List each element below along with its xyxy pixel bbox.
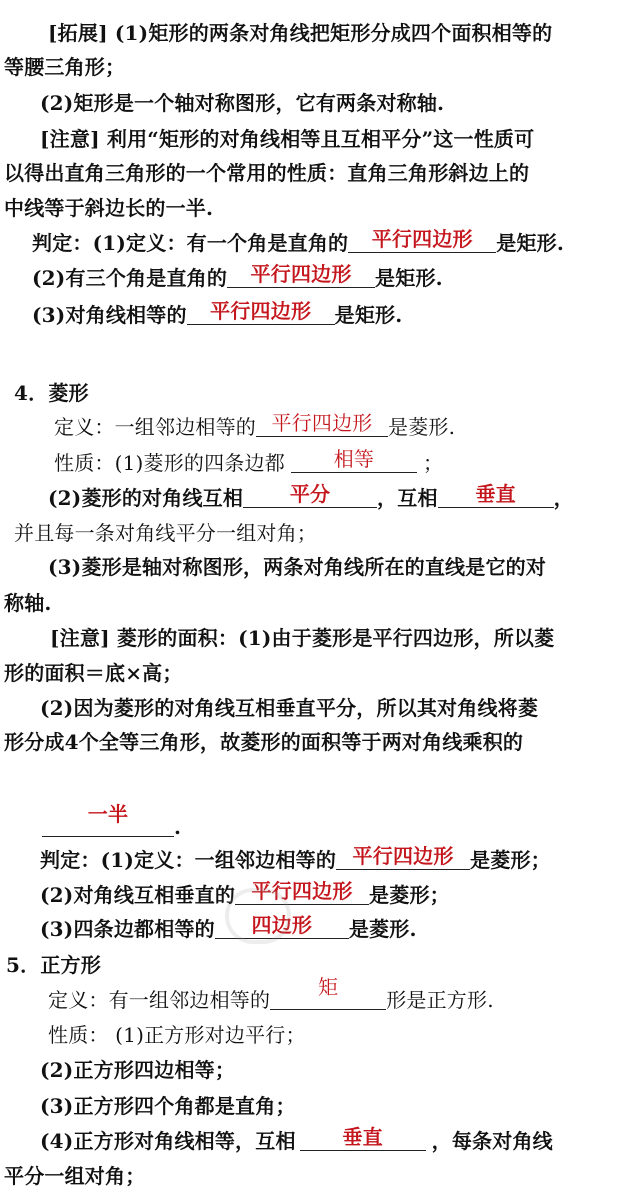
rhombus-prop-2-answer-2: 垂直 xyxy=(475,482,516,506)
rhombus-prop-1-answer: 相等 xyxy=(333,447,375,471)
rect-judge-3 xyxy=(32,300,402,330)
rhombus-prop-2-mid: ，互相 xyxy=(377,486,438,510)
square-def-blank xyxy=(270,975,386,1010)
rhombus-judge-1-post: 是菱形； xyxy=(470,848,551,872)
square-prop-4-line2: 平分一组对角； xyxy=(4,1164,146,1188)
rhombus-note-line3: (2)因为菱形的对角线互相垂直平分，所以其对角线将菱 xyxy=(40,696,539,720)
rhombus-judge-2-answer: 平行四边形 xyxy=(251,879,353,903)
rhombus-prop-2-blank-2 xyxy=(438,483,554,508)
rhombus-judge-1-answer: 平行四边形 xyxy=(352,844,454,868)
square-prop-4-pre: (4)正方形对角线相等，互相 xyxy=(40,1129,296,1153)
rhombus-prop-2-answer-1: 平分 xyxy=(289,482,331,506)
rhombus-judge-3-answer: 四边形 xyxy=(251,913,313,937)
rhombus-def-post: 是菱形. xyxy=(388,415,456,439)
rect-ext-line3: (2)矩形是一个轴对称图形，它有两条对称轴. xyxy=(40,91,445,115)
rect-judge-3-pre: (3)对角线相等的 xyxy=(32,303,187,327)
rhombus-prop-1-blank xyxy=(291,448,417,473)
square-prop-4-blank xyxy=(300,1126,426,1151)
rhombus-heading: 4．菱形 xyxy=(14,381,89,405)
rect-note-line2: 以得出直角三角形的一个常用的性质：直角三角形斜边上的 xyxy=(4,161,530,185)
rect-judge-2-blank xyxy=(227,263,375,288)
square-prop-2: (2)正方形四边相等； xyxy=(40,1058,236,1082)
rect-ext-line2: 等腰三角形； xyxy=(4,55,126,79)
rhombus-def-blank xyxy=(256,412,388,437)
rect-note-line1: [注意] 利用“矩形的对角线相等且互相平分”这一性质可 xyxy=(40,127,535,151)
rect-judge-3-answer: 平行四边形 xyxy=(210,299,312,323)
rhombus-prop-2-blank-1 xyxy=(243,483,377,508)
square-prop-1: 性质： (1)正方形对边平行； xyxy=(48,1023,306,1047)
square-heading: 5．正方形 xyxy=(6,953,101,977)
square-def-post: 形是正方形. xyxy=(386,988,494,1012)
rhombus-prop-2-line2: 并且每一条对角线平分一组对角； xyxy=(14,521,317,545)
rhombus-prop-2-post: ， xyxy=(553,486,574,510)
rhombus-prop-1-post: ； xyxy=(422,451,444,475)
rect-judge-2-post: 是矩形. xyxy=(375,266,443,290)
rhombus-judge-2-post: 是菱形； xyxy=(369,883,450,907)
rhombus-judge-3-pre: (3)四条边都相等的 xyxy=(40,917,215,941)
rhombus-judge-1 xyxy=(40,845,551,875)
rhombus-prop-3-line1: (3)菱形是轴对称图形，两条对角线所在的直线是它的对 xyxy=(48,555,547,579)
square-def xyxy=(48,975,494,1015)
rhombus-def xyxy=(54,412,455,442)
rect-judge-1 xyxy=(32,228,564,258)
rect-judge-1-blank xyxy=(348,228,496,253)
rhombus-judge-2-pre: (2)对角线互相垂直的 xyxy=(40,883,236,907)
rect-judge-3-post: 是矩形. xyxy=(334,303,403,327)
rect-judge-2-pre: (2)有三个角是直角的 xyxy=(32,266,228,290)
rhombus-judge-3-post: 是菱形. xyxy=(348,917,417,941)
rhombus-note-post: . xyxy=(174,815,182,839)
rhombus-prop-1 xyxy=(54,448,443,478)
rhombus-note-line4: 形分成4个全等三角形，故菱形的面积等于两对角线乘积的 xyxy=(4,730,524,754)
rhombus-prop-1-pre: 性质：(1)菱形的四条边都 xyxy=(54,451,285,475)
rhombus-note-blank xyxy=(42,802,174,837)
square-prop-4 xyxy=(40,1126,553,1156)
square-prop-4-answer: 垂直 xyxy=(342,1125,383,1149)
square-prop-4-post: ，每条对角线 xyxy=(431,1129,553,1153)
rhombus-prop-3-line2: 称轴. xyxy=(4,591,52,615)
rhombus-note-line1: [注意] 菱形的面积：(1)由于菱形是平行四边形，所以菱 xyxy=(50,626,555,650)
square-def-pre: 定义：有一组邻边相等的 xyxy=(48,988,271,1012)
rect-judge-2-answer: 平行四边形 xyxy=(250,262,352,286)
square-prop-3: (3)正方形四个角都是直角； xyxy=(40,1094,296,1118)
rhombus-judge-1-blank xyxy=(336,845,470,870)
rect-judge-1-pre: 判定：(1)定义：有一个角是直角的 xyxy=(32,231,349,255)
rhombus-note-answer-line xyxy=(42,802,182,842)
watermark xyxy=(225,880,555,950)
rect-ext-line1: [拓展] (1)矩形的两条对角线把矩形分成四个面积相等的 xyxy=(48,21,553,45)
rect-judge-3-blank xyxy=(187,300,335,325)
rhombus-judge-1-pre: 判定：(1)定义：一组邻边相等的 xyxy=(40,848,337,872)
rect-note-line3: 中线等于斜边长的一半. xyxy=(4,196,214,220)
watermark-logo-icon xyxy=(225,888,291,944)
square-def-answer: 矩 xyxy=(318,975,339,999)
rhombus-note-line2: 形的面积＝底×高； xyxy=(4,661,183,685)
rhombus-prop-2 xyxy=(48,483,574,513)
rhombus-def-pre: 定义：一组邻边相等的 xyxy=(54,415,256,439)
rect-judge-1-post: 是矩形. xyxy=(496,231,565,255)
rect-judge-2 xyxy=(32,263,443,293)
rhombus-note-answer: 一半 xyxy=(87,802,129,826)
rect-judge-1-answer: 平行四边形 xyxy=(371,227,473,251)
rhombus-prop-2-pre: (2)菱形的对角线互相 xyxy=(48,486,244,510)
rhombus-def-answer: 平行四边形 xyxy=(271,411,373,435)
